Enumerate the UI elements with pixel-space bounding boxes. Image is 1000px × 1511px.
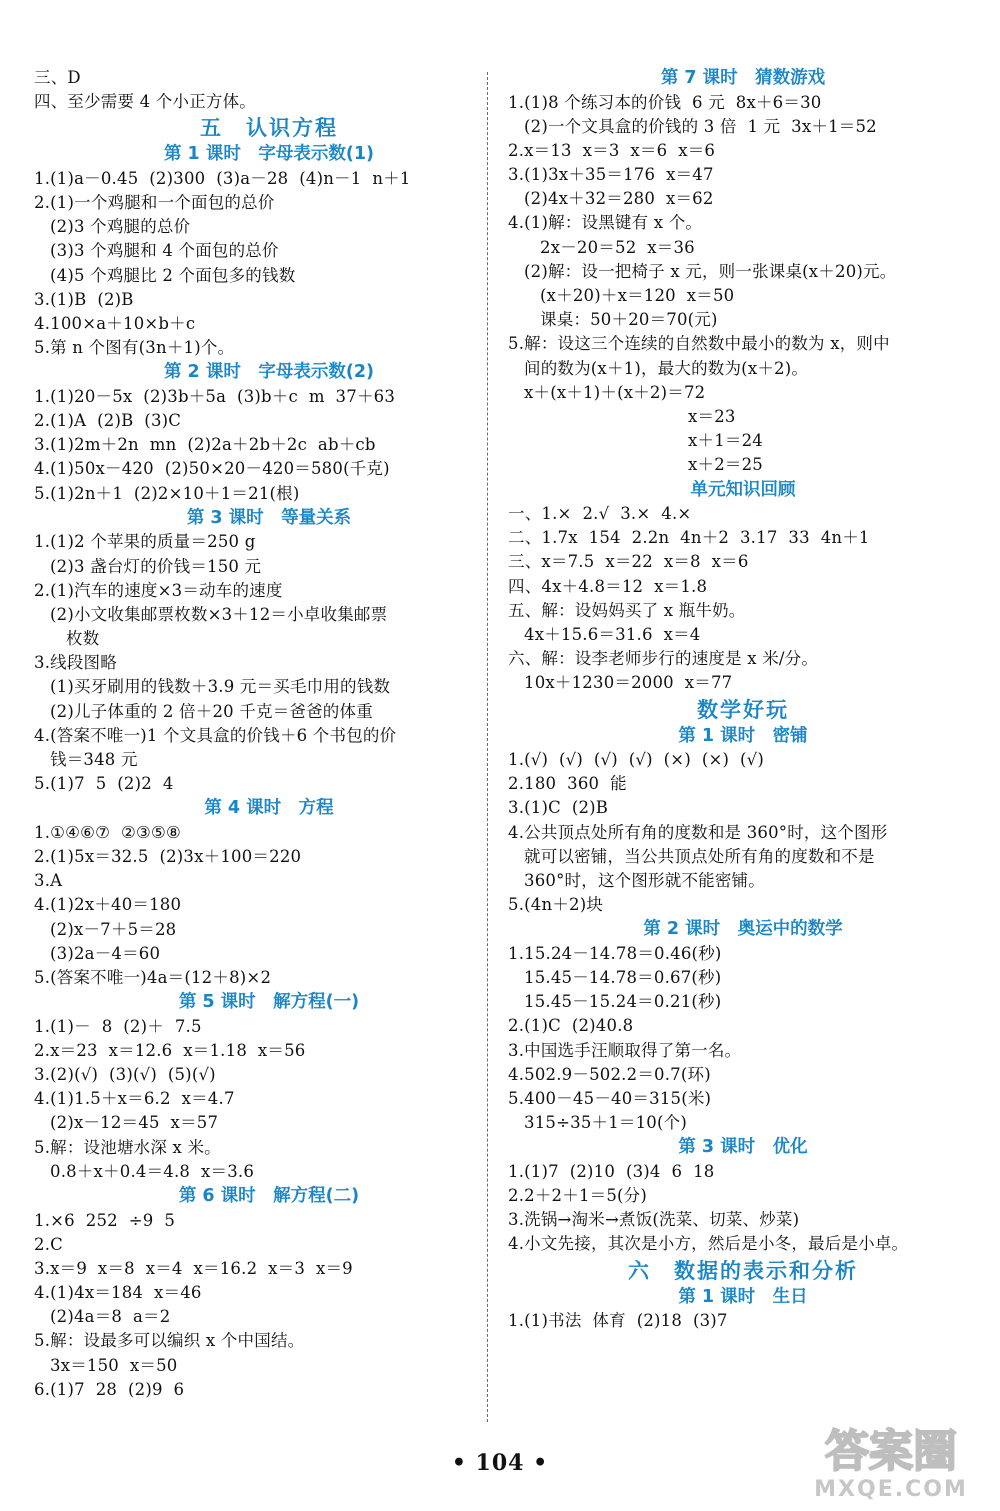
answer-line: 枚数 [66,629,100,649]
answer-line: 一、1.× 2.√ 3.× 4.× [508,504,692,523]
unit-heading: 数学好玩 [697,697,789,722]
answer-line: 2.(1)5x＝32.5 (2)3x＋100＝220 [34,847,302,867]
lesson-heading: 第 4 课时 方程 [204,798,334,819]
answer-line: 4.小文先接，其次是小方，然后是小冬，最后是小卓。 [508,1234,909,1254]
lesson-heading: 第 1 课时 字母表示数(1) [163,144,375,165]
answer-line: 课桌：50＋20＝70(元) [540,310,718,330]
answer-line: (3)2a－4＝60 [50,943,161,963]
lesson-heading: 第 6 课时 解方程(二) [178,1186,360,1206]
answer-line: 15.45－15.24＝0.21(秒) [524,992,722,1012]
answer-line: 1.①④⑥⑦ ②③⑤⑧ [34,822,181,842]
answer-line: 3.(1)C (2)B [508,798,609,818]
lesson-heading: 第 2 课时 奥运中的数学 [643,919,843,940]
answer-line: 3.(1)3x＋35＝176 x＝47 [508,165,714,185]
answer-line: 4.502.9－502.2＝0.7(环) [508,1064,711,1084]
answer-line: 3.(2)(√) (3)(√) (5)(√) [34,1065,216,1085]
answer-line: 4.(1)2x＋40＝180 [34,895,182,915]
answer-line: 4.(答案不唯一)1 个文具盒的价钱＋6 个书包的价 [34,725,397,745]
answer-line: 四、至少需要 4 个小正方体。 [34,92,256,112]
answer-line: 3.(1)2m＋2n mn (2)2a＋2b＋2c ab＋cb [34,435,376,455]
answer-line: 315÷35＋1＝10(个) [524,1113,687,1133]
answer-line: x＋2＝25 [688,455,763,475]
answer-line: (2)x－7＋5＝28 [50,919,177,939]
answer-line: (3)3 个鸡腿和 4 个面包的总价 [50,241,279,261]
answer-line: 2.x＝23 x＝12.6 x＝1.18 x＝56 [34,1040,306,1060]
answer-line: 4.100×a＋10×b＋c [34,314,196,333]
answer-line: 六、解：设李老师步行的速度是 x 米/分。 [508,649,819,669]
answer-line: 4.(1)1.5＋x＝6.2 x＝4.7 [34,1089,235,1109]
answer-line: 3.A [34,871,63,891]
answer-line: 4x＋15.6＝31.6 x＝4 [524,624,701,644]
answer-line: 3x＝150 x＝50 [50,1355,178,1375]
answer-line: 1.(√) (√) (√) (√) (×) (×) (√) [508,750,765,769]
answer-line: 2x－20＝52 x＝36 [540,237,695,257]
lesson-heading: 单元知识回顾 [690,479,796,500]
answer-line: (2)3 个鸡腿的总价 [50,217,191,237]
lesson-heading: 第 2 课时 字母表示数(2) [163,362,375,383]
answer-line: 5.(4n＋2)块 [508,895,604,915]
answer-line: (2)一个文具盒的价钱的 3 倍 1 元 3x＋1＝52 [524,116,877,136]
answer-line: 10x＋1230＝2000 x＝77 [524,673,733,693]
answer-line: (4)5 个鸡腿比 2 个面包多的钱数 [50,265,296,285]
answer-line: 2.2＋2＋1＝5(分) [508,1186,648,1205]
answer-line: 5.(1)2n＋1 (2)2×10＋1＝21(根) [34,483,300,503]
answer-line: 4.公共顶点处所有角的度数和是 360°时，这个图形 [508,822,888,842]
watermark-logo [796,1418,986,1504]
column-divider [487,72,488,1422]
right-column [508,66,978,1333]
answer-line: x＝23 [688,406,736,426]
answer-line: 6.(1)7 28 (2)9 6 [34,1379,185,1399]
answer-line: 二、1.7x 154 2.2n 4n＋2 3.17 33 4n＋1 [508,528,870,548]
answer-line: 4.(1)4x＝184 x＝46 [34,1283,202,1303]
answer-line: 3.(1)B (2)B [34,289,134,309]
answer-line: 3.x＝9 x＝8 x＝4 x＝16.2 x＝3 x＝9 [34,1258,353,1278]
answer-line: 2.(1)C (2)40.8 [508,1016,634,1036]
answer-line: (2)儿子体重的 2 倍＋20 千克＝爸爸的体重 [50,701,373,721]
answer-line: (2)4a＝8 a＝2 [50,1307,171,1327]
answer-line: 五、解：设妈妈买了 x 瓶牛奶。 [508,600,746,620]
answer-line: 1.(1)2 个苹果的质量＝250 g [34,532,256,552]
answer-line: 钱＝348 元 [50,750,138,769]
answer-line: (2)解：设一把椅子 x 元，则一张课桌(x＋20)元。 [524,261,897,281]
answer-line: 2.C [34,1234,63,1254]
answer-line: 1.(1)20－5x (2)3b＋5a (3)b＋c m 37＋63 [34,386,396,406]
answer-line: 1.15.24－14.78＝0.46(秒) [508,943,722,963]
lesson-heading: 第 3 课时 优化 [678,1137,808,1158]
lesson-heading: 第 7 课时 猜数游戏 [660,68,826,88]
answer-line: (2)小文收集邮票枚数×3＋12＝小卓收集邮票 [50,604,388,624]
answer-line: 3.中国选手汪顺取得了第一名。 [508,1040,742,1060]
answer-line: 2.(1)一个鸡腿和一个面包的总价 [34,193,275,213]
answer-line: 1.(1)－ 8 (2)＋ 7.5 [34,1016,202,1036]
answer-line: 就可以密铺，当公共顶点处所有角的度数和不是 [524,846,875,866]
answer-line: 四、4x＋4.8＝12 x＝1.8 [508,576,708,596]
answer-line: 3.洗锅→淘米→煮饭(洗菜、切菜、炒菜) [508,1210,800,1230]
answer-line: 5.400－45－40＝315(米) [508,1088,712,1108]
answer-line: 1.(1)8 个练习本的价钱 6 元 8x＋6＝30 [508,92,822,112]
answer-line: 2.180 360 能 [508,774,627,794]
answer-line: 4.(1)解：设黑键有 x 个。 [508,213,703,233]
answer-line: 1.×6 252 ÷9 5 [34,1210,176,1230]
answer-line: 5.解：设最多可以编织 x 个中国结。 [34,1331,305,1351]
answer-line: 3.线段图略 [34,653,117,673]
unit-heading: 六 数据的表示和分析 [628,1258,858,1283]
answer-line: x＋1＝24 [688,431,763,451]
answer-line: (1)买牙刷用的钱数＋3.9 元＝买毛巾用的钱数 [50,677,391,697]
answer-line: 1.(1)书法 体育 (2)18 (3)7 [508,1311,728,1331]
answer-line: 1.(1)7 (2)10 (3)4 6 18 [508,1161,715,1181]
answer-line: (x＋20)＋x＝120 x＝50 [540,286,735,305]
lesson-heading: 第 5 课时 解方程(一) [178,992,360,1013]
answer-line: 2.(1)A (2)B (3)C [34,411,182,431]
answer-line: 5.第 n 个图有(3n＋1)个。 [34,338,235,358]
answer-line: 三、x＝7.5 x＝22 x＝8 x＝6 [508,552,749,572]
answer-line: 360°时，这个图形就不能密铺。 [524,870,765,890]
answer-line: (2)x－12＝45 x＝57 [50,1113,219,1133]
answer-line: (2)4x＋32＝280 x＝62 [524,189,714,209]
answer-line: 15.45－14.78＝0.67(秒) [524,968,722,987]
answer-line: 5.解：设池塘水深 x 米。 [34,1137,221,1157]
answer-line: 1.(1)a－0.45 (2)300 (3)a－28 (4)n－1 n＋1 [34,168,411,188]
answer-line: 0.8＋x＋0.4＝4.8 x＝3.6 [50,1161,255,1181]
lesson-heading: 第 1 课时 密铺 [678,725,808,746]
lesson-heading: 第 1 课时 生日 [678,1286,808,1307]
answer-line: 间的数为(x＋1)，最大的数为(x＋2)。 [524,358,809,378]
watermark-text: 答案圈 [825,1426,957,1477]
left-column [34,66,504,1402]
answer-line: 三、D [34,68,81,87]
answer-line: 5.(答案不唯一)4a＝(12＋8)×2 [34,968,272,987]
answer-line: 5.(1)7 5 (2)2 4 [34,774,174,794]
watermark-url: MXQE.COM [814,1477,968,1502]
unit-heading: 五 认识方程 [200,116,338,141]
lesson-heading: 第 3 课时 等量关系 [186,507,352,528]
answer-line: 2.(1)汽车的速度×3＝动车的速度 [34,580,283,600]
answer-line: 4.(1)50x－420 (2)50×20－420＝580(千克) [34,459,390,479]
answer-line: x＋(x＋1)＋(x＋2)＝72 [524,382,706,402]
answer-line: 2.x＝13 x＝3 x＝6 x＝6 [508,140,716,160]
answer-line: 5.解：设这三个连续的自然数中最小的数为 x，则中 [508,334,890,354]
page-number: • 104 • [451,1450,549,1476]
answer-line: (2)3 盏台灯的价钱＝150 元 [50,556,262,576]
